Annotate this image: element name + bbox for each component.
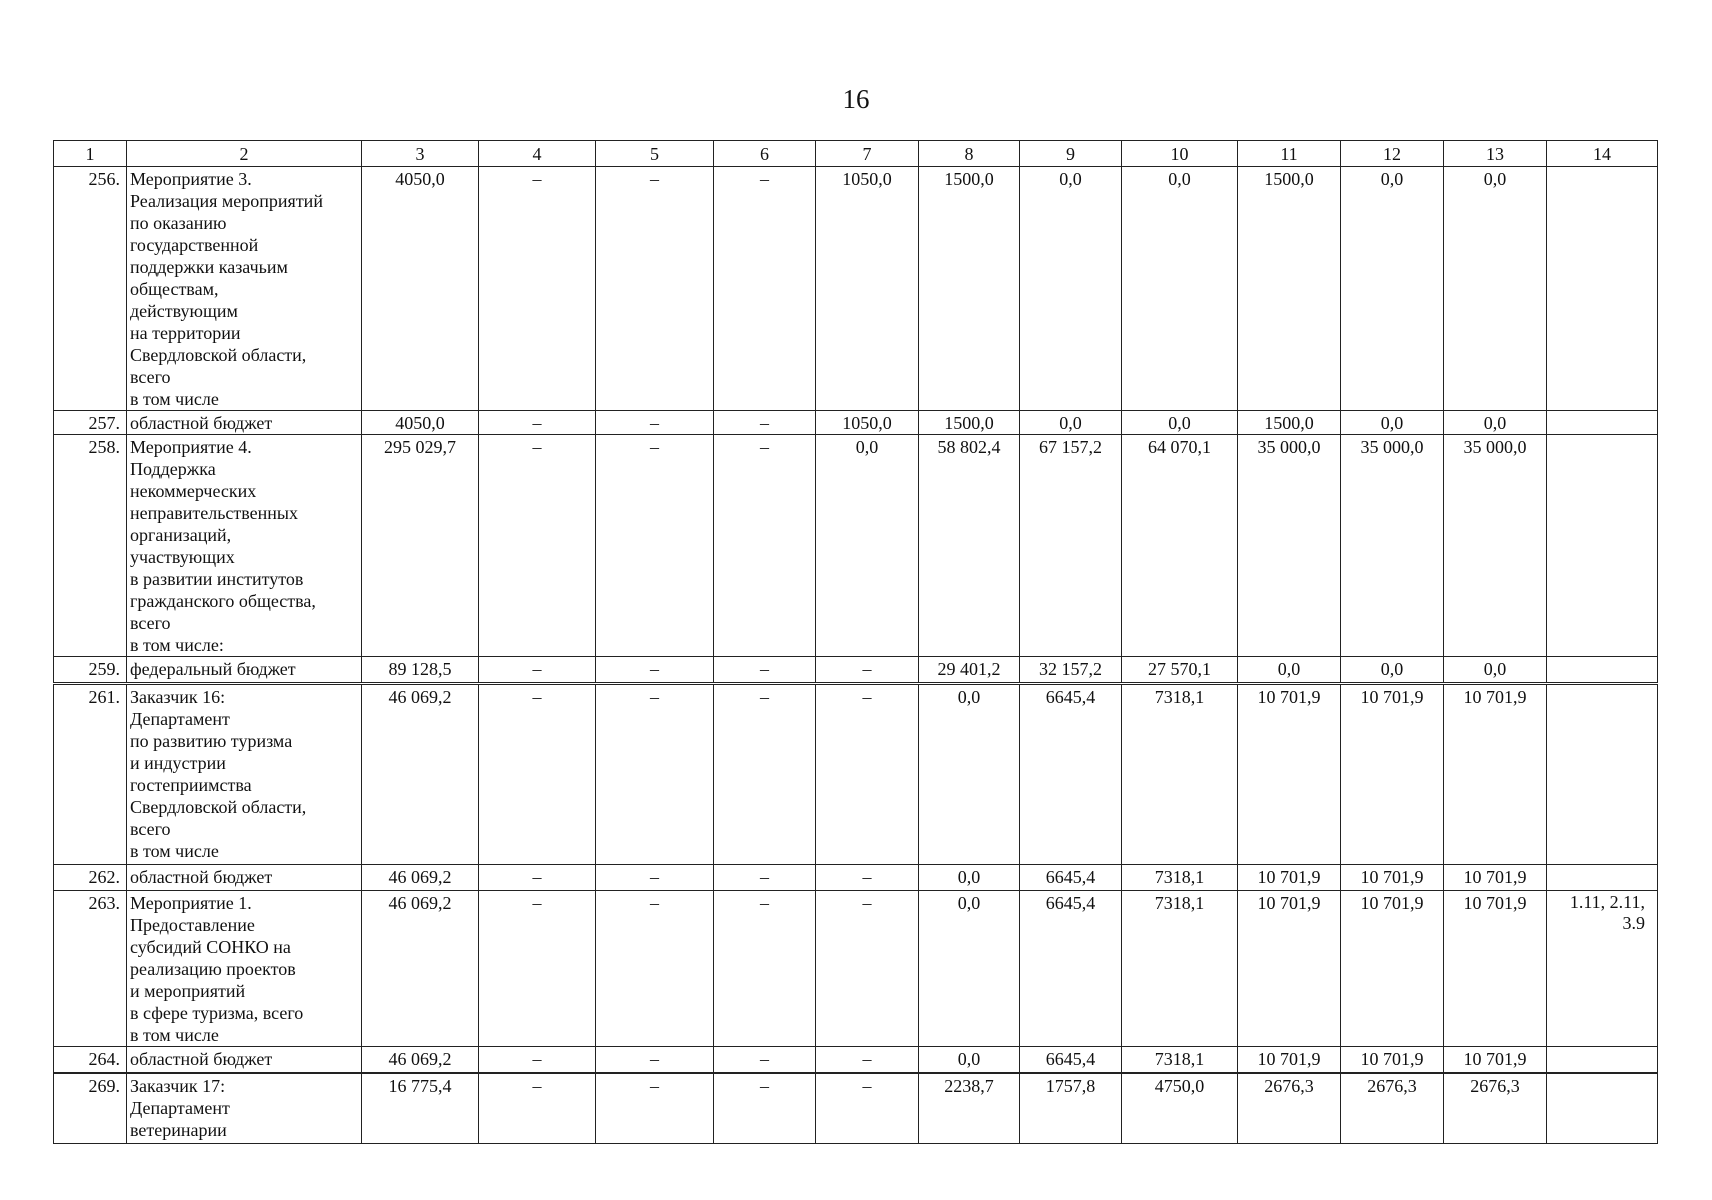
budget-table-block-c [53,1073,1658,1144]
cell-col-3: 295 029,7 [362,435,479,657]
row-description [127,1047,362,1073]
cell-col-12: 0,0 [1341,411,1444,435]
cell-col-6: – [714,865,816,891]
description-line: в том числе [130,389,219,409]
cell-col-5: – [596,657,714,683]
row-number: 261. [54,685,127,865]
description-line: областной бюджет [130,867,273,887]
description-line: Департамент [130,1098,230,1118]
cell-col-10: 27 570,1 [1122,657,1238,683]
cell-col-10: 64 070,1 [1122,435,1238,657]
column-header: 6 [714,141,816,167]
table-row [54,865,1658,891]
cell-col-9: 32 157,2 [1020,657,1122,683]
description-line: обществам, [130,279,219,299]
cell-col-9: 67 157,2 [1020,435,1122,657]
row-description [127,1074,362,1144]
cell-col-8: 0,0 [919,1047,1020,1073]
description-line: субсидий СОНКО на [130,937,291,957]
row-number: 258. [54,435,127,657]
cell-col-13: 10 701,9 [1444,865,1547,891]
row-number: 262. [54,865,127,891]
cell-col-7: – [816,865,919,891]
description-line: федеральный бюджет [130,659,296,679]
cell-col-4: – [479,435,596,657]
cell-col-8: 2238,7 [919,1074,1020,1144]
cell-col-11: 0,0 [1238,657,1341,683]
page-number: 16 [842,84,870,114]
cell-col-8: 1500,0 [919,167,1020,411]
column-header: 2 [127,141,362,167]
cell-col-5: – [596,411,714,435]
cell-col-12: 10 701,9 [1341,865,1444,891]
cell-col-7: – [816,1074,919,1144]
cell-col-5: – [596,435,714,657]
cell-col-5: – [596,891,714,1047]
cell-col-6: – [714,1047,816,1073]
column-header: 8 [919,141,1020,167]
description-line: Поддержка [130,459,216,479]
row-number: 263. [54,891,127,1047]
description-line: поддержки казачьим [130,257,288,277]
description-line: гражданского общества, [130,591,316,611]
cell-col-14: 1.11, 2.11, 3.9 [1547,891,1658,1047]
cell-col-9: 1757,8 [1020,1074,1122,1144]
column-header: 12 [1341,141,1444,167]
cell-col-5: – [596,685,714,865]
description-line: Департамент [130,709,230,729]
cell-col-8: 29 401,2 [919,657,1020,683]
cell-col-3: 46 069,2 [362,891,479,1047]
cell-col-13: 2676,3 [1444,1074,1547,1144]
cell-col-10: 0,0 [1122,167,1238,411]
column-number-header-row [54,141,1658,167]
row-number: 259. [54,657,127,683]
cell-col-10: 0,0 [1122,411,1238,435]
description-line: Мероприятие 3. [130,169,252,189]
description-line: и индустрии [130,753,226,773]
description-line: в том числе [130,1025,219,1045]
cell-col-7: – [816,1047,919,1073]
cell-col-13: 10 701,9 [1444,1047,1547,1073]
cell-col-3: 4050,0 [362,411,479,435]
cell-col-13: 10 701,9 [1444,685,1547,865]
row-number: 257. [54,411,127,435]
row-description [127,657,362,683]
cell-col-10: 7318,1 [1122,891,1238,1047]
cell-col-6: – [714,1074,816,1144]
description-line: реализацию проектов [130,959,296,979]
cell-col-4: – [479,411,596,435]
table-row [54,1047,1658,1073]
cell-col-10: 7318,1 [1122,865,1238,891]
table-row [54,891,1658,1047]
description-line: Свердловской области, [130,797,307,817]
column-header: 10 [1122,141,1238,167]
cell-col-7: 1050,0 [816,411,919,435]
description-line: Реализация мероприятий [130,191,323,211]
cell-col-7: – [816,685,919,865]
table-row [54,685,1658,865]
description-line: государственной [130,235,259,255]
row-description [127,411,362,435]
description-line: на территории [130,323,241,343]
column-header: 14 [1547,141,1658,167]
description-line: Заказчик 17: [130,1076,226,1096]
row-number: 256. [54,167,127,411]
cell-col-3: 46 069,2 [362,1047,479,1073]
description-line: всего [130,613,171,633]
cell-col-14 [1547,435,1658,657]
cell-col-14 [1547,865,1658,891]
cell-col-12: 0,0 [1341,657,1444,683]
cell-col-13: 0,0 [1444,411,1547,435]
cell-col-8: 0,0 [919,865,1020,891]
table-row [54,1074,1658,1144]
cell-col-11: 10 701,9 [1238,891,1341,1047]
cell-col-10: 4750,0 [1122,1074,1238,1144]
column-header: 3 [362,141,479,167]
description-line: Мероприятие 1. [130,893,252,913]
cell-col-11: 1500,0 [1238,411,1341,435]
column-header: 1 [54,141,127,167]
description-line: Мероприятие 4. [130,437,252,457]
cell-col-8: 0,0 [919,685,1020,865]
column-header: 7 [816,141,919,167]
cell-col-9: 6645,4 [1020,865,1122,891]
row-description [127,167,362,411]
description-line: участвующих [130,547,235,567]
cell-col-4: – [479,685,596,865]
cell-col-13: 0,0 [1444,657,1547,683]
cell-col-12: 2676,3 [1341,1074,1444,1144]
description-line: действующим [130,301,238,321]
cell-col-12: 0,0 [1341,167,1444,411]
cell-col-12: 10 701,9 [1341,891,1444,1047]
cell-col-6: – [714,435,816,657]
cell-col-6: – [714,657,816,683]
cell-col-5: – [596,1074,714,1144]
description-line: Свердловской области, [130,345,307,365]
cell-col-6: – [714,891,816,1047]
cell-col-3: 89 128,5 [362,657,479,683]
cell-col-11: 1500,0 [1238,167,1341,411]
cell-col-3: 46 069,2 [362,865,479,891]
description-line: по оказанию [130,213,227,233]
row-description [127,865,362,891]
description-line: гостеприимства [130,775,252,795]
cell-col-7: 0,0 [816,435,919,657]
cell-col-7: – [816,891,919,1047]
row-description [127,435,362,657]
column-header: 5 [596,141,714,167]
cell-col-6: – [714,411,816,435]
description-line: в развитии институтов [130,569,304,589]
description-line: в том числе: [130,635,224,655]
description-line: всего [130,367,171,387]
cell-col-13: 0,0 [1444,167,1547,411]
cell-col-9: 6645,4 [1020,1047,1122,1073]
cell-col-12: 10 701,9 [1341,1047,1444,1073]
cell-col-5: – [596,1047,714,1073]
cell-col-7: 1050,0 [816,167,919,411]
cell-col-9: 0,0 [1020,167,1122,411]
cell-col-8: 1500,0 [919,411,1020,435]
cell-col-11: 10 701,9 [1238,865,1341,891]
cell-col-10: 7318,1 [1122,685,1238,865]
column-header: 11 [1238,141,1341,167]
cell-col-3: 46 069,2 [362,685,479,865]
description-line: областной бюджет [130,413,273,433]
cell-col-14 [1547,167,1658,411]
description-line: организаций, [130,525,232,545]
description-line: некоммерческих [130,481,257,501]
row-description [127,685,362,865]
cell-col-14 [1547,685,1658,865]
cell-col-4: – [479,891,596,1047]
cell-col-8: 0,0 [919,891,1020,1047]
description-line: в том числе [130,841,219,861]
table-row [54,435,1658,657]
cell-col-4: – [479,1074,596,1144]
description-line: ветеринарии [130,1120,227,1140]
cell-col-9: 0,0 [1020,411,1122,435]
cell-col-4: – [479,657,596,683]
description-line: Заказчик 16: [130,687,226,707]
cell-col-4: – [479,1047,596,1073]
cell-col-11: 10 701,9 [1238,685,1341,865]
description-line: в сфере туризма, всего [130,1003,304,1023]
row-description [127,891,362,1047]
description-line: всего [130,819,171,839]
description-line: Предоставление [130,915,255,935]
cell-col-3: 16 775,4 [362,1074,479,1144]
row-number: 269. [54,1074,127,1144]
column-header: 4 [479,141,596,167]
cell-col-8: 58 802,4 [919,435,1020,657]
cell-col-11: 2676,3 [1238,1074,1341,1144]
cell-col-4: – [479,865,596,891]
cell-col-7: – [816,657,919,683]
description-line: неправительственных [130,503,299,523]
row-number: 264. [54,1047,127,1073]
cell-col-6: – [714,685,816,865]
cell-col-12: 10 701,9 [1341,685,1444,865]
cell-col-14 [1547,411,1658,435]
table-row [54,411,1658,435]
cell-col-10: 7318,1 [1122,1047,1238,1073]
cell-col-13: 35 000,0 [1444,435,1547,657]
cell-col-3: 4050,0 [362,167,479,411]
cell-col-11: 10 701,9 [1238,1047,1341,1073]
column-header: 13 [1444,141,1547,167]
cell-col-4: – [479,167,596,411]
budget-table-block-a [53,140,1658,683]
table-row [54,657,1658,683]
cell-col-6: – [714,167,816,411]
cell-col-14 [1547,1074,1658,1144]
description-line: по развитию туризма [130,731,293,751]
description-line: и мероприятий [130,981,246,1001]
cell-col-13: 10 701,9 [1444,891,1547,1047]
description-line: областной бюджет [130,1049,273,1069]
cell-col-11: 35 000,0 [1238,435,1341,657]
cell-col-12: 35 000,0 [1341,435,1444,657]
cell-col-14 [1547,1047,1658,1073]
cell-col-14 [1547,657,1658,683]
budget-table-block-b [53,684,1658,1073]
cell-col-5: – [596,865,714,891]
cell-col-9: 6645,4 [1020,685,1122,865]
cell-col-5: – [596,167,714,411]
table-row [54,167,1658,411]
column-header: 9 [1020,141,1122,167]
cell-col-9: 6645,4 [1020,891,1122,1047]
